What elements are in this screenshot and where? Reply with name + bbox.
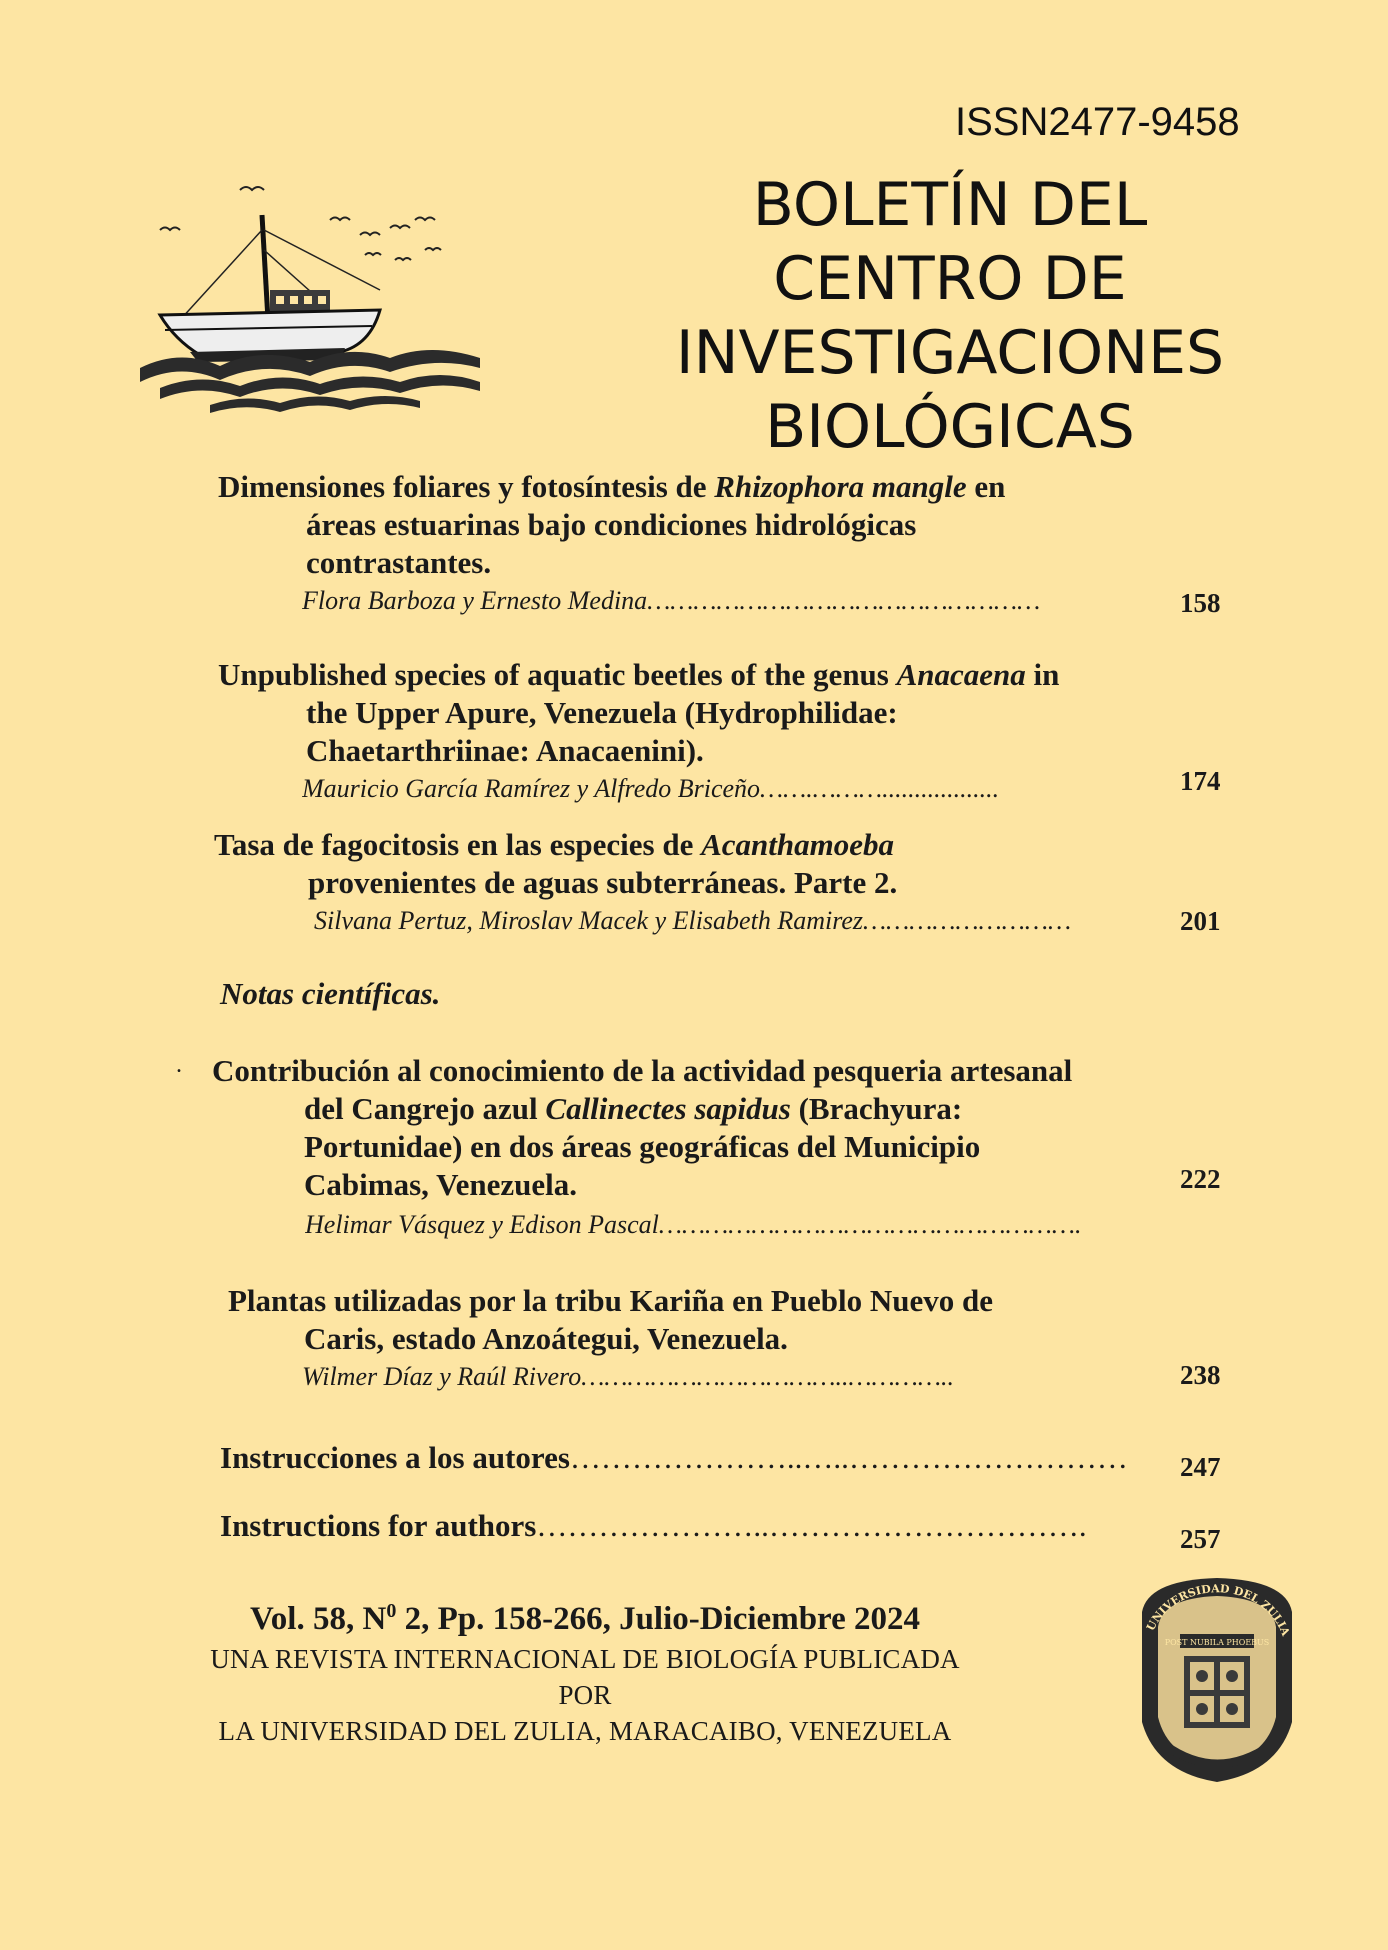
title-text: in: [1025, 657, 1060, 692]
page-number: 238: [1180, 1360, 1221, 1390]
dot-leader: ……………………………..…………..: [581, 1362, 954, 1391]
title-line: Chaetarthriinae: Anacaenini).: [306, 733, 704, 768]
title-line: [214, 826, 1144, 864]
university-seal-icon: [1128, 1572, 1306, 1787]
instructions-en: [220, 1508, 1140, 1544]
title-text: Unpublished species of aquatic beetles of the genus: [218, 657, 897, 692]
title-line: the Upper Apure, Venezuela (Hydrophilidae:: [306, 695, 898, 730]
vol-superscript: 0: [386, 1600, 397, 1622]
species-name: Callinectes sapidus: [545, 1091, 791, 1126]
title-line: provenientes de aguas subterráneas. Parte 2.: [308, 865, 898, 900]
author-text: Silvana Pertuz, Miroslav Macek y Elisabeth Ramirez: [314, 906, 864, 935]
title-text: (Brachyura:: [790, 1091, 963, 1126]
author-text: Mauricio García Ramírez y Alfredo Briceño: [302, 774, 761, 803]
dot-leader: ………………………: [863, 906, 1072, 935]
title-line: BIOLÓGICAS: [765, 392, 1135, 462]
article-title: [218, 656, 1148, 770]
volume-info: [175, 1600, 995, 1638]
instructions-es: [220, 1440, 1140, 1476]
vol-text: Vol. 58, N: [250, 1601, 387, 1637]
dot-leader: …………………..………………………….: [536, 1508, 1087, 1543]
article-title: [228, 1282, 1148, 1358]
species-name: Rhizophora mangle: [714, 469, 967, 504]
tagline-line: POR: [558, 1680, 612, 1710]
title-line: [218, 468, 1148, 506]
seal-text: UNIVERSIDAD DEL ZULIA: [1144, 1582, 1293, 1638]
title-line: Plantas utilizadas por la tribu Kariña en Pueblo Nuevo de: [228, 1283, 994, 1318]
title-line: [218, 656, 1148, 694]
dot-leader: ……………………………………………….: [658, 1210, 1082, 1239]
page-number: 201: [1180, 906, 1221, 936]
title-text: Dimensiones foliares y fotosíntesis de: [218, 469, 715, 504]
article-authors: [314, 906, 1162, 936]
title-text: en: [966, 469, 1006, 504]
article-authors: [302, 1362, 1150, 1392]
dot-leader: ……………………………………………: [647, 586, 1041, 615]
author-text: Wilmer Díaz y Raúl Rivero: [302, 1362, 582, 1391]
instructions-label: Instrucciones a los autores: [220, 1440, 570, 1475]
page-number: 222: [1180, 1164, 1221, 1194]
title-line: Cabimas, Venezuela.: [304, 1167, 577, 1202]
dot-leader: …….………..................: [760, 774, 1000, 803]
article-authors: [305, 1210, 1153, 1240]
stray-mark: .: [176, 1052, 182, 1078]
title-line: Portunidae) en dos áreas geográficas del Municipio: [304, 1129, 981, 1164]
title-line: INVESTIGACIONES: [675, 318, 1225, 388]
page-number: 158: [1180, 588, 1221, 618]
tagline-line: UNA REVISTA INTERNACIONAL DE BIOLOGÍA PUBLICADA: [210, 1644, 960, 1674]
title-line: áreas estuarinas bajo condiciones hidrológicas: [306, 507, 917, 542]
article-title: [218, 468, 1148, 582]
genus-name: Acanthamoeba: [701, 827, 895, 862]
author-text: Flora Barboza y Ernesto Medina: [302, 586, 648, 615]
article-authors: [302, 586, 1150, 616]
genus-name: Anacaena: [896, 657, 1026, 692]
vol-text: 2, Pp. 158-266, Julio-Diciembre 2024: [396, 1601, 920, 1637]
title-text: del Cangrejo azul: [304, 1091, 546, 1126]
section-heading: Notas científicas.: [220, 976, 441, 1011]
title-line: contrastantes.: [306, 545, 492, 580]
author-text: Helimar Vásquez y Edison Pascal: [305, 1210, 659, 1239]
page-number: 247: [1180, 1452, 1221, 1482]
article-authors: [302, 774, 1150, 804]
title-text: Tasa de fagocitosis en las especies de: [214, 827, 702, 862]
issn-number: ISSN2477-9458: [955, 100, 1240, 144]
page-number: 257: [1180, 1524, 1221, 1554]
title-line: Contribución al conocimiento de la actividad pesqueria artesanal: [212, 1053, 1073, 1088]
title-line: Caris, estado Anzoátegui, Venezuela.: [304, 1321, 788, 1356]
title-line: [212, 1090, 1148, 1128]
article-title: [214, 826, 1144, 902]
tagline-line: LA UNIVERSIDAD DEL ZULIA, MARACAIBO, VENEZUELA: [218, 1716, 952, 1746]
ship-logo-icon: [140, 180, 520, 420]
title-line: CENTRO DE: [773, 244, 1127, 314]
journal-title: [640, 168, 1260, 464]
instructions-label: Instructions for authors: [220, 1508, 537, 1543]
dot-leader: …………………..…..………………………: [569, 1440, 1128, 1475]
page-number: 174: [1180, 766, 1221, 796]
article-title: [212, 1052, 1148, 1204]
title-line: BOLETÍN DEL: [752, 170, 1148, 240]
seal-motto: POST NUBILA PHOEBUS: [1164, 1638, 1270, 1647]
